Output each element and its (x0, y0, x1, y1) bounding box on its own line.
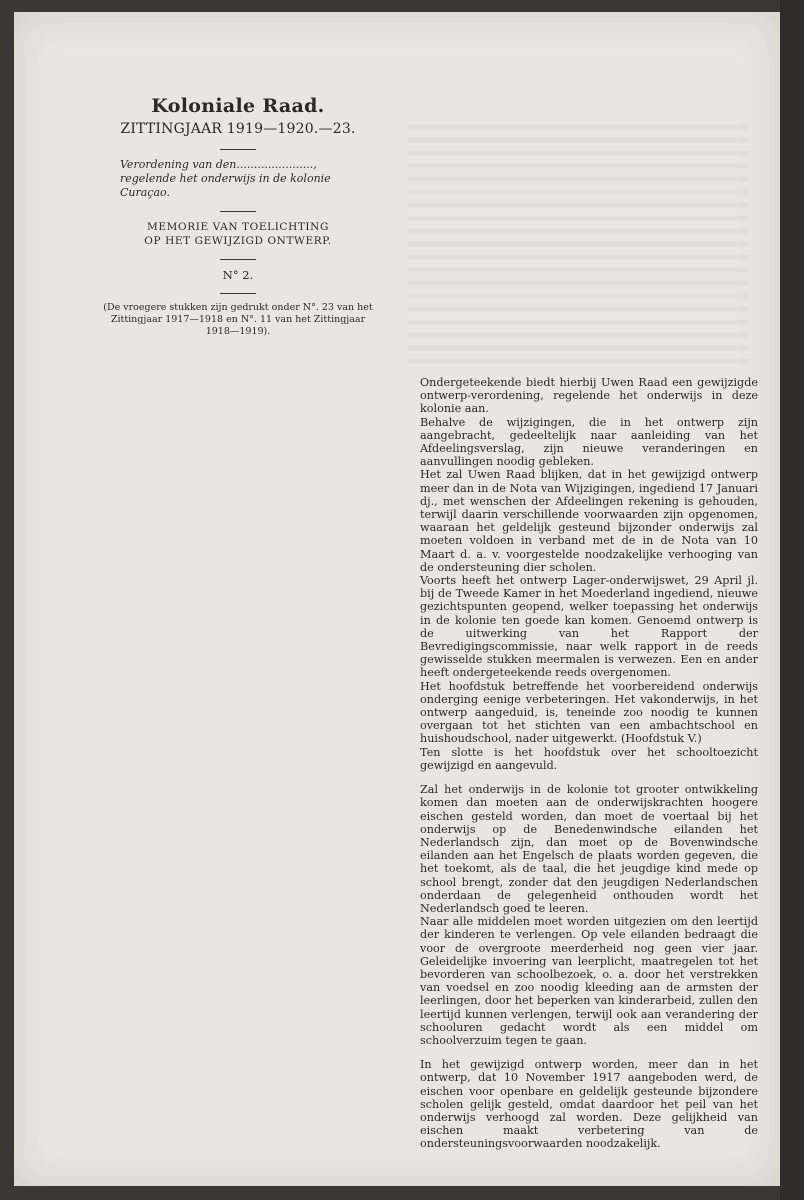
paragraph-8: Naar alle middelen moet worden uitgezien om den leertijd der kinderen te verlengen. Op vele eilanden bedraagt die voor de overgroote meerderheid nog geen vier jaar. Geleidelijke invoering van leerplicht, maatregelen tot het bevorderen van schoolbezoek, o. a. door het verstrekken van voedsel en zoo noodig kleeding aan de armsten der leerlingen, door het beperken van kinderarbeid, zullen den leertijd kunnen verlengen, terwijl ook aan verandering der schooluren gedacht wordt als een middel om schoolverzuim tegen te gaan. (420, 915, 758, 1047)
document-header (100, 94, 376, 338)
section-gap (420, 772, 758, 783)
council-title: Koloniale Raad. (151, 95, 325, 117)
previous-documents-note: (De vroegere stukken zijn gedrukt onder N°. 23 van het Zittingjaar 1917—1918 en N°. 11 van het Zittingjaar 1918—1919). (103, 302, 373, 337)
memorie-line-2: OP HET GEWIJZIGD ONTWERP. (144, 235, 332, 247)
paragraph-3: Het zal Uwen Raad blijken, dat in het gewijzigd ontwerp meer dan in de Nota van Wijzigingen, ingediend 17 Januari dj., met wenschen der Afdeelingen rekening is gehouden, terwijl daarin verschillende voorwaarden zijn opgenomen, waaraan het geldelijk gesteund bijzonder onderwijs zal moeten voldoen in verband met de in de Nota van 10 Maart d. a. v. voorgestelde noodzakelijke verhooging van de ondersteuning dier scholen. (420, 468, 758, 574)
paragraph-6: Ten slotte is het hoofdstuk over het schooltoezicht gewijzigd en aangevuld. (420, 745, 758, 772)
paragraph-7: Zal het onderwijs in de kolonie tot grooter ontwikkeling komen dan moeten aan de onderwijskrachten hoogere eischen gesteld worden, dan moet de voertaal bij het onderwijs op de Benedenwindsche eilanden het Nederlandsch zijn, dan moet op de Bovenwindsche eilanden aan het Engelsch de plaats worden gegeven, die het toekomt, als de taal, die het jeugdige kind mede op school brengt, zonder dat den jeugdigen Nederlandschen onderdaan de gelegenheid onthouden wordt het Nederlandsch goed te leeren. (420, 783, 758, 915)
divider-rule (220, 149, 256, 150)
section-gap (420, 1047, 758, 1058)
paragraph-9: In het gewijzigd ontwerp worden, meer dan in het ontwerp, dat 10 November 1917 aangeboden werd, de eischen voor openbare en geldelijk gesteunde bijzondere scholen gelijk gesteld, omdat daardoor het peil van het onderwijs verhoogd zal worden. Deze gelijkheid van eischen maakt verbetering van de ondersteuningsvoorwaarden noodzakelijk. (420, 1058, 758, 1151)
session-year: ZITTINGJAAR 1919—1920.—23. (120, 121, 356, 137)
scan-background-edge (780, 0, 804, 1200)
divider-rule (220, 293, 256, 294)
ordinance-title: Verordening van den......................, regelende het onderwijs in de kolonie Curaçao. (120, 158, 331, 199)
document-number: N° 2. (222, 268, 254, 282)
memorie-body (420, 376, 758, 1151)
paragraph-2: Behalve de wijzigingen, die in het ontwerp zijn aangebracht, gedeeltelijk naar aanleiding van het Afdeelingsverslag, zijn nieuwe veranderingen en aanvullingen noodig gebleken. (420, 415, 758, 469)
paragraph-5: Het hoofdstuk betreffende het voorbereidend onderwijs onderging eenige verbeteringen. Het vakonderwijs, in het ontwerp aangeduid, is, teneinde zoo noodig te kunnen overgaan tot het stichten van een ambachtschool en huishoudschool, nader uitgewerkt. (Hoofdstuk V.) (420, 679, 758, 746)
memorie-line-1: MEMORIE VAN TOELICHTING (147, 221, 329, 233)
divider-rule (220, 211, 256, 212)
bleed-through-text (408, 118, 748, 366)
divider-rule (220, 259, 256, 260)
paragraph-4: Voorts heeft het ontwerp Lager-onderwijswet, 29 April jl. bij de Tweede Kamer in het Moederland ingediend, nieuwe gezichtspunten geopend, welker toepassing het onderwijs in de kolonie ten goede kan komen. Genoemd ontwerp is de uitwerking van het Rapport der Bevredigingscommissie, naar welk rapport in de reeds gewisselde stukken meermalen is verwezen. Een en ander heeft ondergeteekende reeds overgenomen. (420, 574, 758, 680)
paragraph-1: Ondergeteekende biedt hierbij Uwen Raad een gewijzigde ontwerp-verordening, regelende het onderwijs in deze kolonie aan. (420, 376, 758, 416)
